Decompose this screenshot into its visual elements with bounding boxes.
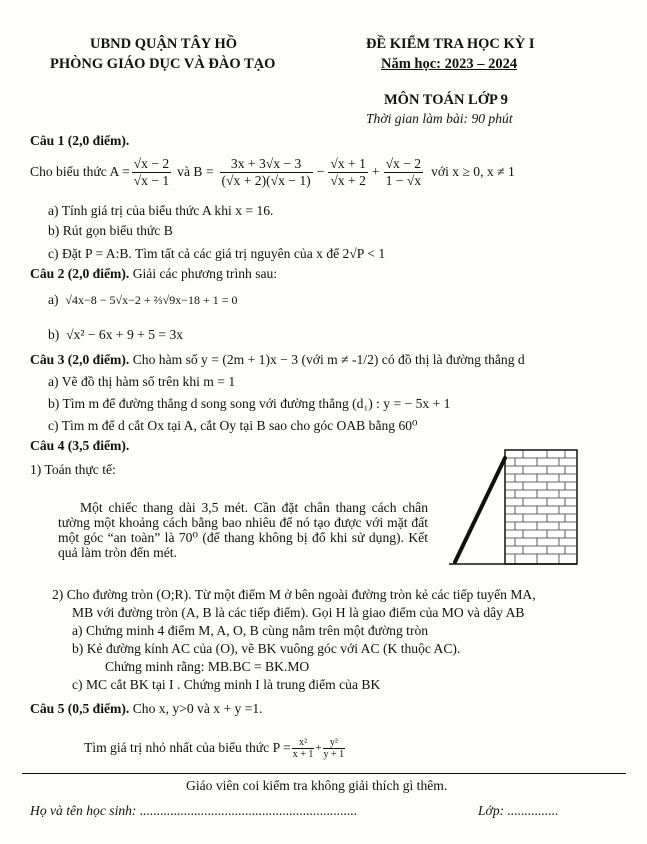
fraction-b2-den: √x + 2 — [330, 172, 366, 188]
q1-condition: với x ≥ 0, x ≠ 1 — [431, 164, 515, 179]
fraction-p1-den: x + 1 — [292, 748, 314, 760]
q2-equation-a — [48, 292, 238, 308]
q2-eq-a-label: a) — [48, 292, 59, 307]
department-name: UBND QUẬN TÂY HỒ — [90, 36, 238, 52]
q3-item-c: c) Tìm m để d cắt Ox tại A, cắt Oy tại B sao cho góc OAB bằng 60⁰ — [48, 418, 418, 433]
q4-title: Câu 4 (3,5 điểm). — [30, 438, 130, 453]
brick-wall — [505, 450, 577, 564]
fraction-b1 — [220, 156, 313, 189]
ladder — [455, 458, 505, 562]
footer-divider — [22, 773, 626, 774]
office-name — [50, 56, 275, 73]
q4-item-b2: Chứng minh rằng: MB.BC = BK.MO — [105, 659, 310, 674]
student-name-field: Họ và tên học sinh: ................................................................ — [30, 803, 358, 818]
fraction-b2-num: √x + 1 — [330, 155, 366, 171]
q3-item-b: b) Tìm m để đường thẳng d song song với đường thẳng (d₁) : y = − 5x + 1 — [48, 396, 451, 411]
fraction-a-den: √x − 1 — [133, 172, 170, 188]
q1-expression: Cho biểu thức A = $\frac{√x - 2}{√x - 1}$ và B = $\frac{3x + 3√x - 3}{(√x + 2)(√x - 1)}$ − $\frac{√x + 1}{√x + 2}$ + $\frac{√x - 2}{1 - √x}$ với x ≥ 0, x ≠ 1 — [30, 155, 515, 188]
q4-part2-line2: MB với đường tròn (A, B là các tiếp điểm). Gọi H là giao điểm của MO và dây AB — [72, 605, 525, 620]
fraction-a-num: √x − 2 — [133, 155, 170, 171]
q1-and-b: và B = — [177, 164, 214, 179]
q1-item-c: c) Đặt P = A:B. Tìm tất cả các giá trị nguyên của x để 2√P < 1 — [48, 246, 386, 261]
exam-title: ĐỀ KIỂM TRA HỌC KỲ I — [366, 36, 535, 52]
q1-item-b: b) Rút gọn biểu thức B — [48, 223, 173, 238]
q2-heading — [30, 266, 277, 282]
fraction-p2-den: y + 1 — [323, 748, 345, 760]
q4-item-a: a) Chứng minh 4 điểm M, A, O, B cùng nằm trên một đường tròn — [72, 623, 429, 638]
q3-title: Câu 3 (2,0 điểm). — [30, 352, 130, 367]
office-name-text: PHÒNG GIÁO DỤC VÀ ĐÀO TẠO — [50, 56, 276, 72]
q3-intro: Cho hàm số y = (2m + 1)x − 3 (với m ≠ -1/2) có đồ thị là đường thẳng d — [129, 352, 525, 367]
fraction-b2 — [328, 156, 368, 189]
fraction-b1-num: 3x + 3√x − 3 — [220, 156, 313, 173]
exam-duration: Thời gian làm bài: 90 phút — [366, 111, 513, 126]
q4-part1-text: Một chiếc thang dài 3,5 mét. Cần đặt chân thang cách chân tường một khoảng cách bằng bao nhiêu để nó tạo được với mặt đất một góc “an toàn” là 70⁰ (để thang không bị đổ khi sử dụng). Kết quả làm tròn đến mét. — [58, 500, 428, 560]
q5-intro: Cho x, y>0 và x + y =1. — [129, 701, 263, 716]
q1-item-a: a) Tính giá trị của biểu thức A khi x = 16. — [48, 203, 274, 218]
fraction-p2 — [323, 737, 346, 760]
ladder-wall-illustration — [445, 448, 595, 566]
fraction-b3-num: √x − 2 — [385, 155, 422, 171]
q5-task: Tìm giá trị nhỏ nhất của biểu thức P = — [84, 740, 291, 755]
q5-heading — [30, 701, 263, 717]
q2-eq-a: √4x−8 − 5√x−2 + ⅔√9x−18 + 1 = 0 — [65, 293, 238, 307]
q2-eq-b: √x² − 6x + 9 + 5 = 3x — [66, 327, 184, 342]
fraction-b3 — [384, 156, 424, 189]
q4-item-b: b) Kẻ đường kính AC của (O), vẽ BK vuông góc với AC (K thuộc AC). — [72, 641, 461, 656]
q2-eq-b-label: b) — [48, 327, 60, 342]
fraction-p2-num: y² — [323, 737, 346, 749]
subject-title: MÔN TOÁN LỚP 9 — [384, 92, 508, 108]
q2-equation-b — [48, 327, 183, 343]
fraction-p1 — [292, 737, 315, 760]
fraction-b3-den: 1 − √x — [385, 172, 422, 188]
fraction-b1-den: (√x + 2)(√x − 1) — [221, 172, 311, 188]
class-field: Lớp: ............... — [478, 803, 559, 818]
school-year: Năm học: 2023 – 2024 — [381, 56, 518, 72]
q4-item-c: c) MC cắt BK tại I . Chứng minh I là trung điểm của BK — [72, 677, 381, 692]
q2-intro: Giải các phương trình sau: — [129, 266, 278, 281]
q1-title: Câu 1 (2,0 điểm). — [30, 133, 130, 148]
q3-item-a: a) Vẽ đồ thị hàm số trên khi m = 1 — [48, 374, 236, 389]
footer-note: Giáo viên coi kiểm tra không giải thích gì thêm. — [186, 778, 448, 793]
fraction-a — [132, 156, 172, 189]
q5-expression: Tìm giá trị nhỏ nhất của biểu thức P = $\frac{\text{x²}}{x + 1}$ + $\frac{\text{y²}}{y + 1}$ — [84, 736, 345, 760]
q5-title: Câu 5 (0,5 điểm). — [30, 701, 130, 716]
q3-heading — [30, 352, 525, 368]
q1-intro-a: Cho biểu thức A = — [30, 164, 130, 179]
fraction-p1-num: x² — [292, 737, 315, 749]
q4-part2-line1: 2) Cho đường tròn (O;R). Từ một điểm M ở bên ngoài đường tròn kẻ các tiếp tuyến MA, — [52, 587, 536, 602]
q4-part1-title: 1) Toán thực tế: — [30, 462, 116, 477]
q2-title: Câu 2 (2,0 điểm). — [30, 266, 130, 281]
